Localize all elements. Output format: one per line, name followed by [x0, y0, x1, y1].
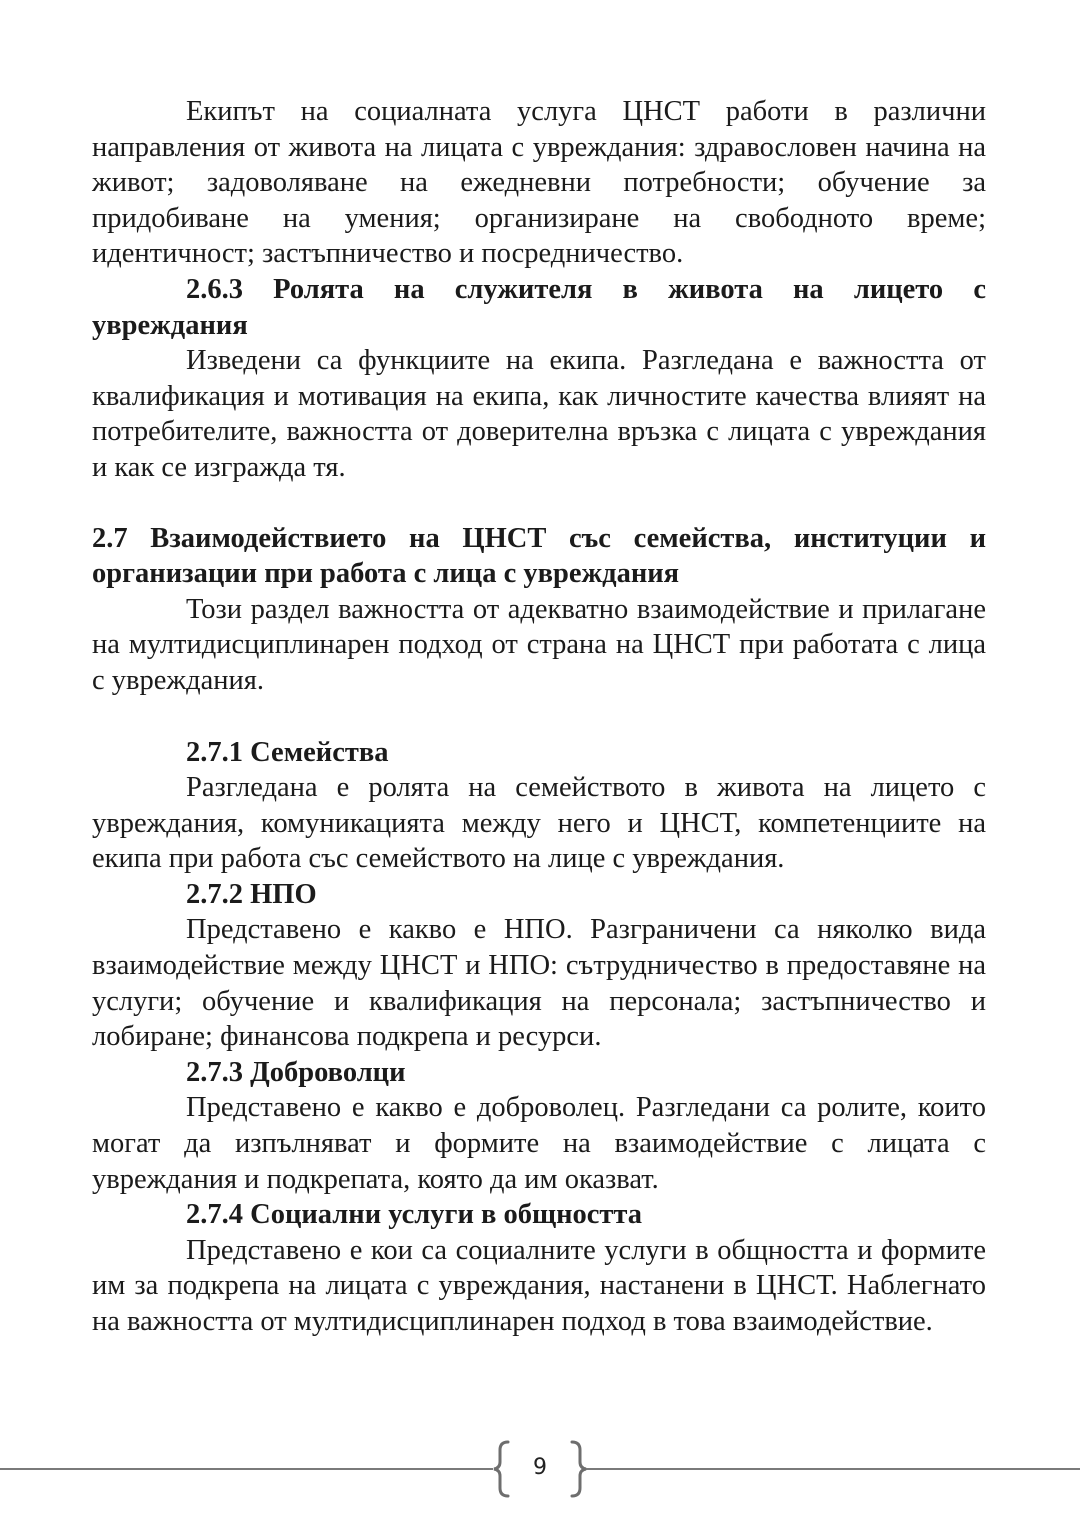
paragraph-volunteers: Представено е какво е доброволец. Разгледани са ролите, които могат да изпълняват и формите на взаимодействие с лицата с увреждания и подкрепата, която да им оказват.	[92, 1092, 986, 1195]
footer-rule-right	[582, 1468, 1080, 1470]
heading-2-7-3: 2.7.3 Доброволци	[186, 1056, 406, 1088]
page-number: 9	[533, 1455, 547, 1480]
heading-2-7-2: 2.7.2 НПО	[186, 878, 317, 910]
footer-rule-left	[0, 1468, 493, 1470]
right-brace-icon	[568, 1438, 590, 1498]
heading-2-7: 2.7 Взаимодействието на ЦНСТ със семейства, институции и организации при работа с лица с увреждания	[92, 522, 986, 590]
spacer	[92, 699, 986, 735]
paragraph-families: Разгледана е ролята на семейството в живота на лицето с увреждания, комуникацията между него и ЦНСТ, компетенциите на екипа при работа със семейството на лице с увреждания.	[92, 772, 986, 875]
paragraph-community-services: Представено е кои са социалните услуги в общността и формите им за подкрепа на лицата с увреждания, настанени в ЦНСТ. Наблегнато на важността от мултидисциплинарен подход в това взаимодействие.	[92, 1234, 986, 1337]
page-footer	[0, 1438, 1080, 1498]
paragraph-section-intro: Този раздел важността от адекватно взаимодействие и прилагане на мултидисциплинарен подход от страна на ЦНСТ при работата с лица с увреждания.	[92, 593, 986, 696]
spacer	[92, 486, 986, 521]
paragraph-team-functions: Изведени са функциите на екипа. Разгледана е важността от квалификация и мотивация на екипа, как личностите качества влияят на потребителите, важността от доверителна връзка с лицата с увреждания и как се изгражда тя.	[92, 345, 986, 483]
paragraph-team-directions: Екипът на социалната услуга ЦНСТ работи в различни направления от живота на лицата с увреждания: здравословен начина на живот; задоволяване на ежедневни потребности; обучение за придобиване на умения; организиране на свободното време; идентичност; застъпничество и посредничество.	[92, 96, 986, 270]
heading-2-6-3: 2.6.3 Ролята на служителя в живота на лицето с	[186, 273, 986, 305]
document-body	[92, 94, 986, 1340]
heading-2-6-3-continuation: увреждания	[92, 309, 248, 341]
heading-2-7-4: 2.7.4 Социални услуги в общността	[186, 1199, 642, 1231]
left-brace-icon	[490, 1438, 512, 1498]
heading-2-7-1: 2.7.1 Семейства	[186, 736, 389, 768]
paragraph-ngo: Представено е какво е НПО. Разграничени са няколко вида взаимодействие между ЦНСТ и НПО: сътрудничество в предоставяне на услуги; обучение и квалификация на персонала; застъпничество и лобиране; финансова подкрепа и ресурси.	[92, 914, 986, 1053]
